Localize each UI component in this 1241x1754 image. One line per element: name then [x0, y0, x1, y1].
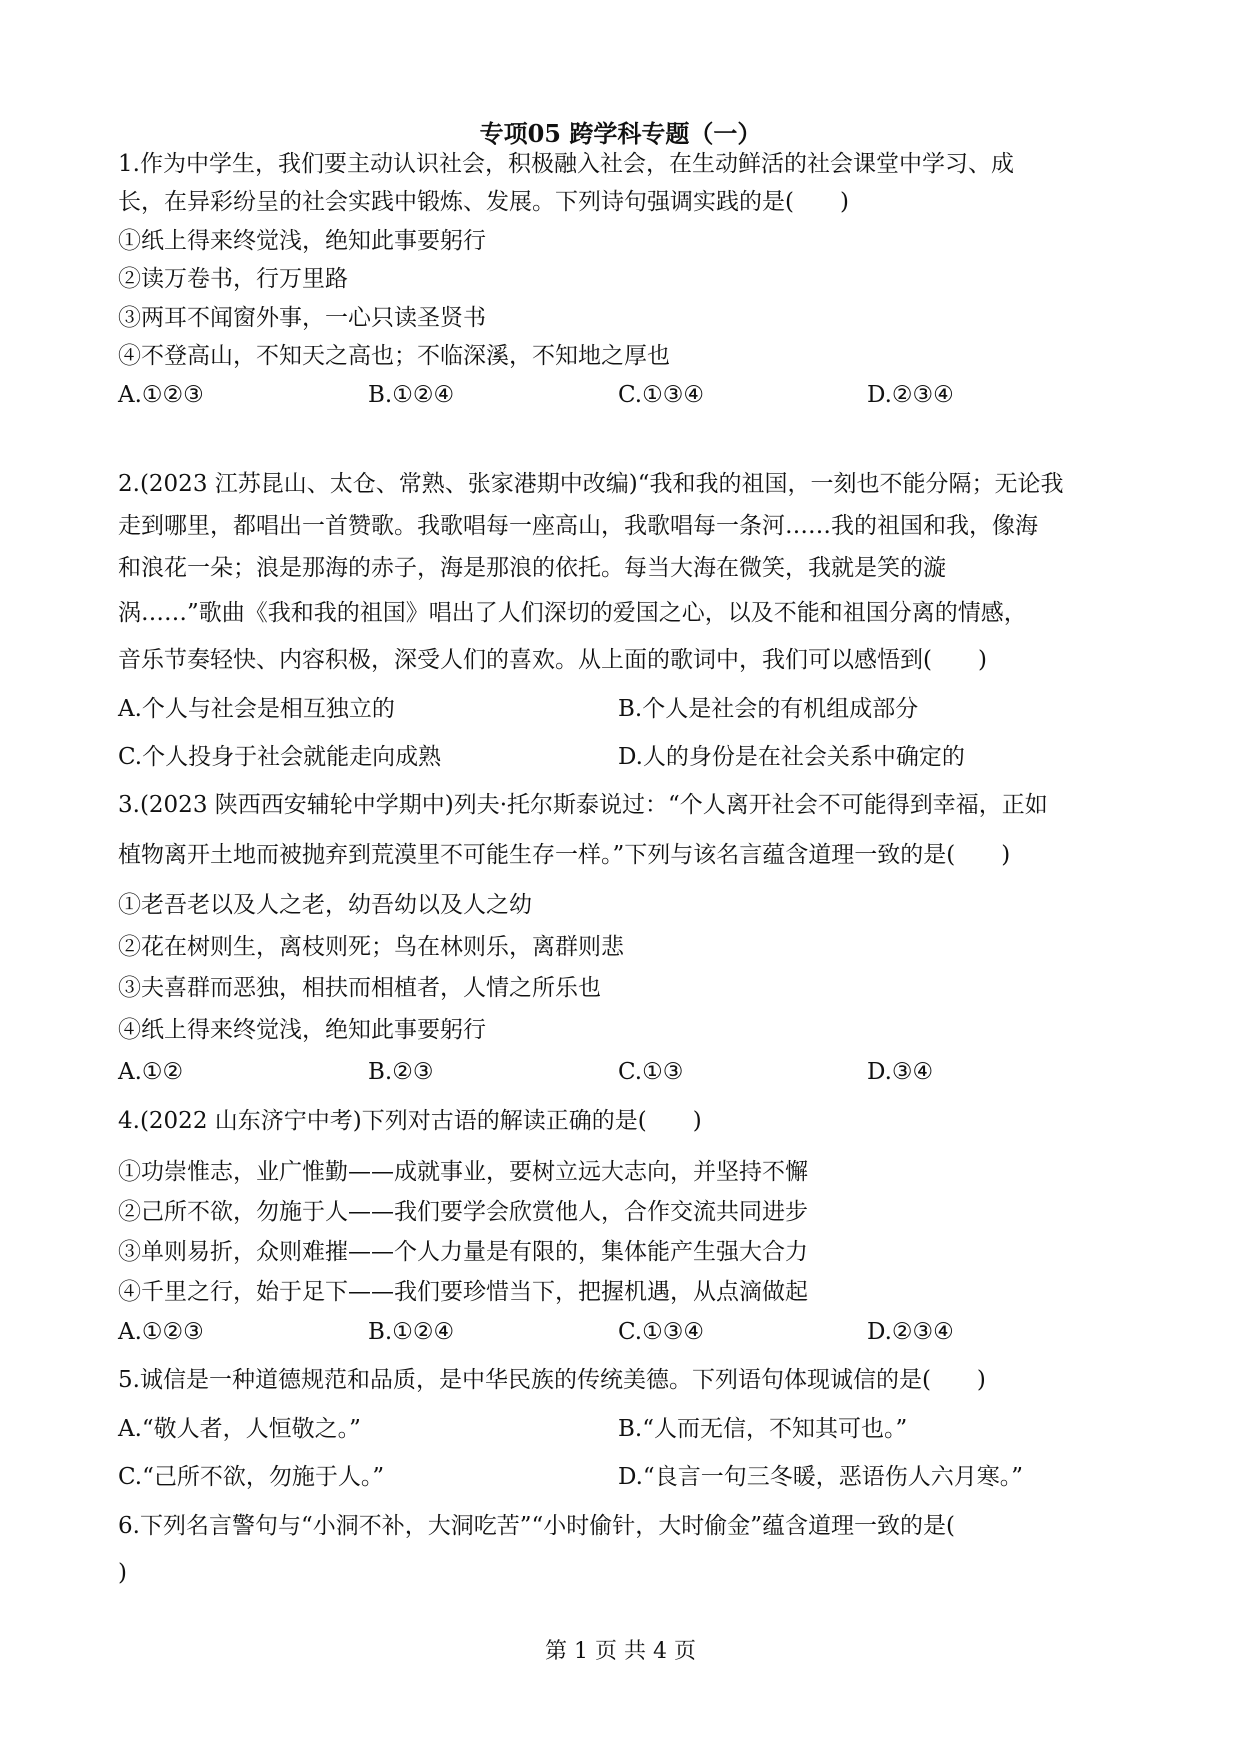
- q3-item-1: ①老吾老以及人之老，幼吾幼以及人之幼: [118, 892, 532, 918]
- q5-option-d: D.“良言一句三冬暖，恶语伤人六月寒。”: [618, 1464, 1023, 1490]
- q4-item-1: ①功崇惟志，业广惟勤——成就事业，要树立远大志向，并坚持不懈: [118, 1159, 808, 1185]
- q1-option-d: D.②③④: [867, 382, 954, 408]
- q2-option-d: D.人的身份是在社会关系中确定的: [618, 744, 965, 770]
- q1-item-2: ②读万卷书，行万里路: [118, 266, 348, 292]
- q1-item-4: ④不登高山，不知天之高也；不临深溪，不知地之厚也: [118, 343, 670, 369]
- q4-option-a: A.①②③: [118, 1319, 204, 1345]
- q2-option-a: A.个人与社会是相互独立的: [118, 696, 395, 722]
- q3-stem-line-1: 3.(2023 陕西西安辅轮中学期中)列夫·托尔斯泰说过：“个人离开社会不可能得到幸福，正如: [118, 792, 1048, 818]
- q1-stem-line-1: 1.作为中学生，我们要主动认识社会，积极融入社会，在生动鲜活的社会课堂中学习、成: [118, 151, 1014, 177]
- q1-option-a: A.①②③: [118, 382, 204, 408]
- q1-item-3: ③两耳不闻窗外事，一心只读圣贤书: [118, 305, 486, 331]
- q6-stem-line-1: 6.下列名言警句与“小洞不补，大洞吃苦”“小时偷针，大时偷金”蕴含道理一致的是(: [118, 1513, 955, 1539]
- q4-stem-line-1: 4.(2022 山东济宁中考)下列对古语的解读正确的是( ): [118, 1108, 702, 1134]
- q3-stem-line-2: 植物离开土地而被抛弃到荒漠里不可能生存一样。”下列与该名言蕴含道理一致的是( ): [118, 842, 1011, 868]
- page-footer: 第 1 页 共 4 页: [545, 1639, 696, 1664]
- q1-option-b: B.①②④: [368, 382, 455, 408]
- q5-option-c: C.“己所不欲，勿施于人。”: [118, 1464, 385, 1490]
- q2-stem-line-4: 涡……”歌曲《我和我的祖国》唱出了人们深切的爱国之心，以及不能和祖国分离的情感，: [118, 600, 1027, 626]
- q1-item-1: ①纸上得来终觉浅，绝知此事要躬行: [118, 228, 486, 254]
- q3-item-3: ③夫喜群而恶独，相扶而相植者，人情之所乐也: [118, 975, 601, 1001]
- q4-item-3: ③单则易折，众则难摧——个人力量是有限的，集体能产生强大合力: [118, 1239, 808, 1265]
- q2-option-b: B.个人是社会的有机组成部分: [618, 696, 919, 722]
- q2-stem-line-2: 走到哪里，都唱出一首赞歌。我歌唱每一座高山，我歌唱每一条河……我的祖国和我，像海: [118, 513, 1038, 539]
- q1-option-c: C.①③④: [618, 382, 704, 408]
- q3-item-2: ②花在树则生，离枝则死；鸟在林则乐，离群则悲: [118, 934, 624, 960]
- q3-option-a: A.①②: [118, 1059, 184, 1085]
- q6-stem-line-2: ): [118, 1560, 127, 1586]
- q4-item-2: ②己所不欲，勿施于人——我们要学会欣赏他人，合作交流共同进步: [118, 1199, 808, 1225]
- q2-stem-line-3: 和浪花一朵；浪是那海的赤子，海是那浪的依托。每当大海在微笑，我就是笑的漩: [118, 555, 946, 581]
- q3-item-4: ④纸上得来终觉浅，绝知此事要躬行: [118, 1017, 486, 1043]
- q5-option-a: A.“敬人者，人恒敬之。”: [118, 1416, 361, 1442]
- q4-option-d: D.②③④: [867, 1319, 954, 1345]
- q2-option-c: C.个人投身于社会就能走向成熟: [118, 744, 442, 770]
- q5-option-b: B.“人而无信，不知其可也。”: [618, 1416, 908, 1442]
- q4-option-b: B.①②④: [368, 1319, 455, 1345]
- q4-item-4: ④千里之行，始于足下——我们要珍惜当下，把握机遇，从点滴做起: [118, 1279, 808, 1305]
- q2-stem-line-5: 音乐节奏轻快、内容积极，深受人们的喜欢。从上面的歌词中，我们可以感悟到( ): [118, 647, 987, 673]
- q3-option-d: D.③④: [867, 1059, 934, 1085]
- q4-option-c: C.①③④: [618, 1319, 704, 1345]
- page-title: 专项05 跨学科专题（一）: [479, 119, 762, 148]
- q2-stem-line-1: 2.(2023 江苏昆山、太仓、常熟、张家港期中改编)“我和我的祖国，一刻也不能分隔；无论我: [118, 471, 1064, 497]
- q3-option-c: C.①③: [618, 1059, 684, 1085]
- q5-stem-line-1: 5.诚信是一种道德规范和品质，是中华民族的传统美德。下列语句体现诚信的是( ): [118, 1367, 986, 1393]
- q1-stem-line-2: 长，在异彩纷呈的社会实践中锻炼、发展。下列诗句强调实践的是( ): [118, 189, 849, 215]
- q3-option-b: B.②③: [368, 1059, 434, 1085]
